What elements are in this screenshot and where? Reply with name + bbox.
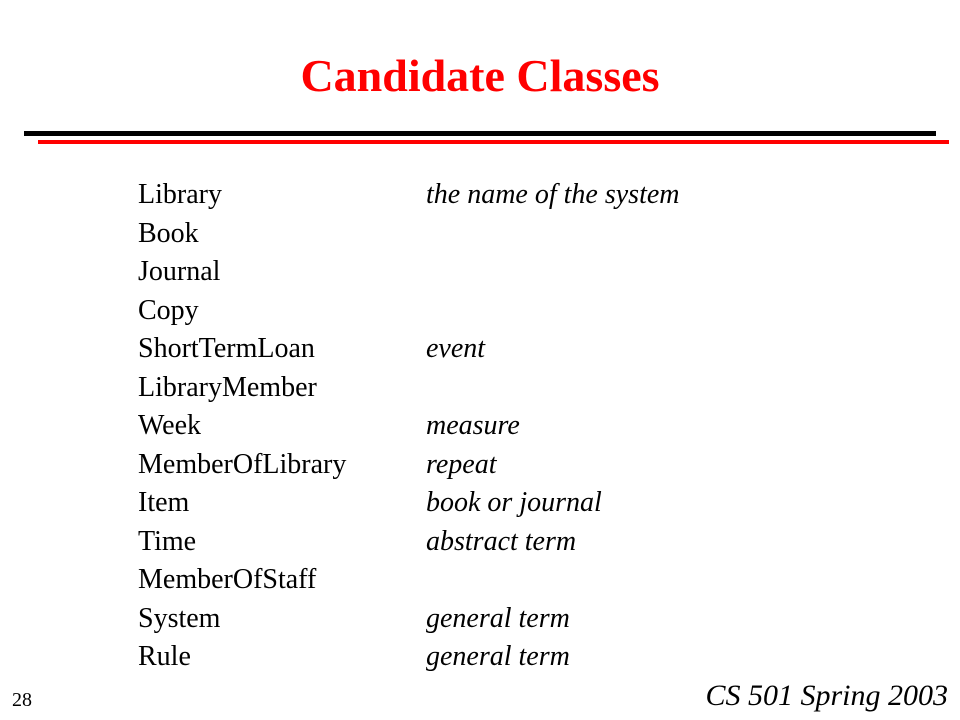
list-item: [138, 561, 898, 600]
list-item: [138, 369, 898, 408]
list-item: [138, 407, 898, 446]
list-item: [138, 446, 898, 485]
class-name: MemberOfLibrary: [138, 448, 347, 480]
course-footer: CS 501 Spring 2003: [705, 679, 948, 712]
list-item: [138, 330, 898, 369]
class-note: event: [426, 333, 486, 364]
class-name: Week: [138, 410, 202, 441]
slide-title: Candidate Classes: [300, 50, 660, 101]
class-note: general term: [426, 602, 570, 634]
class-name: Journal: [138, 256, 221, 287]
class-note: measure: [426, 410, 520, 441]
class-name: MemberOfStaff: [138, 564, 317, 595]
class-name: Rule: [138, 641, 191, 672]
class-name: Book: [138, 217, 199, 249]
class-note: general term: [426, 641, 570, 672]
class-name: Item: [138, 487, 190, 518]
class-note: book or journal: [426, 487, 602, 518]
class-name: LibraryMember: [138, 371, 317, 403]
list-item: [138, 176, 898, 215]
class-note: repeat: [426, 448, 497, 480]
list-item: [138, 215, 898, 254]
class-name: ShortTermLoan: [138, 333, 315, 364]
candidate-class-list: [138, 176, 898, 677]
list-item: [138, 292, 898, 331]
list-item: [138, 484, 898, 523]
page-number: 28: [12, 689, 32, 711]
list-item: [138, 523, 898, 562]
class-name: Time: [138, 525, 197, 557]
class-name: System: [138, 602, 221, 634]
title-divider-black: [24, 131, 936, 136]
class-note: abstract term: [426, 525, 577, 557]
class-name: Copy: [138, 294, 199, 326]
title-divider-red: [38, 140, 949, 144]
list-item: [138, 638, 898, 677]
class-name: Library: [138, 179, 222, 210]
list-item: [138, 600, 898, 639]
list-item: [138, 253, 898, 292]
class-note: the name of the system: [426, 179, 680, 210]
